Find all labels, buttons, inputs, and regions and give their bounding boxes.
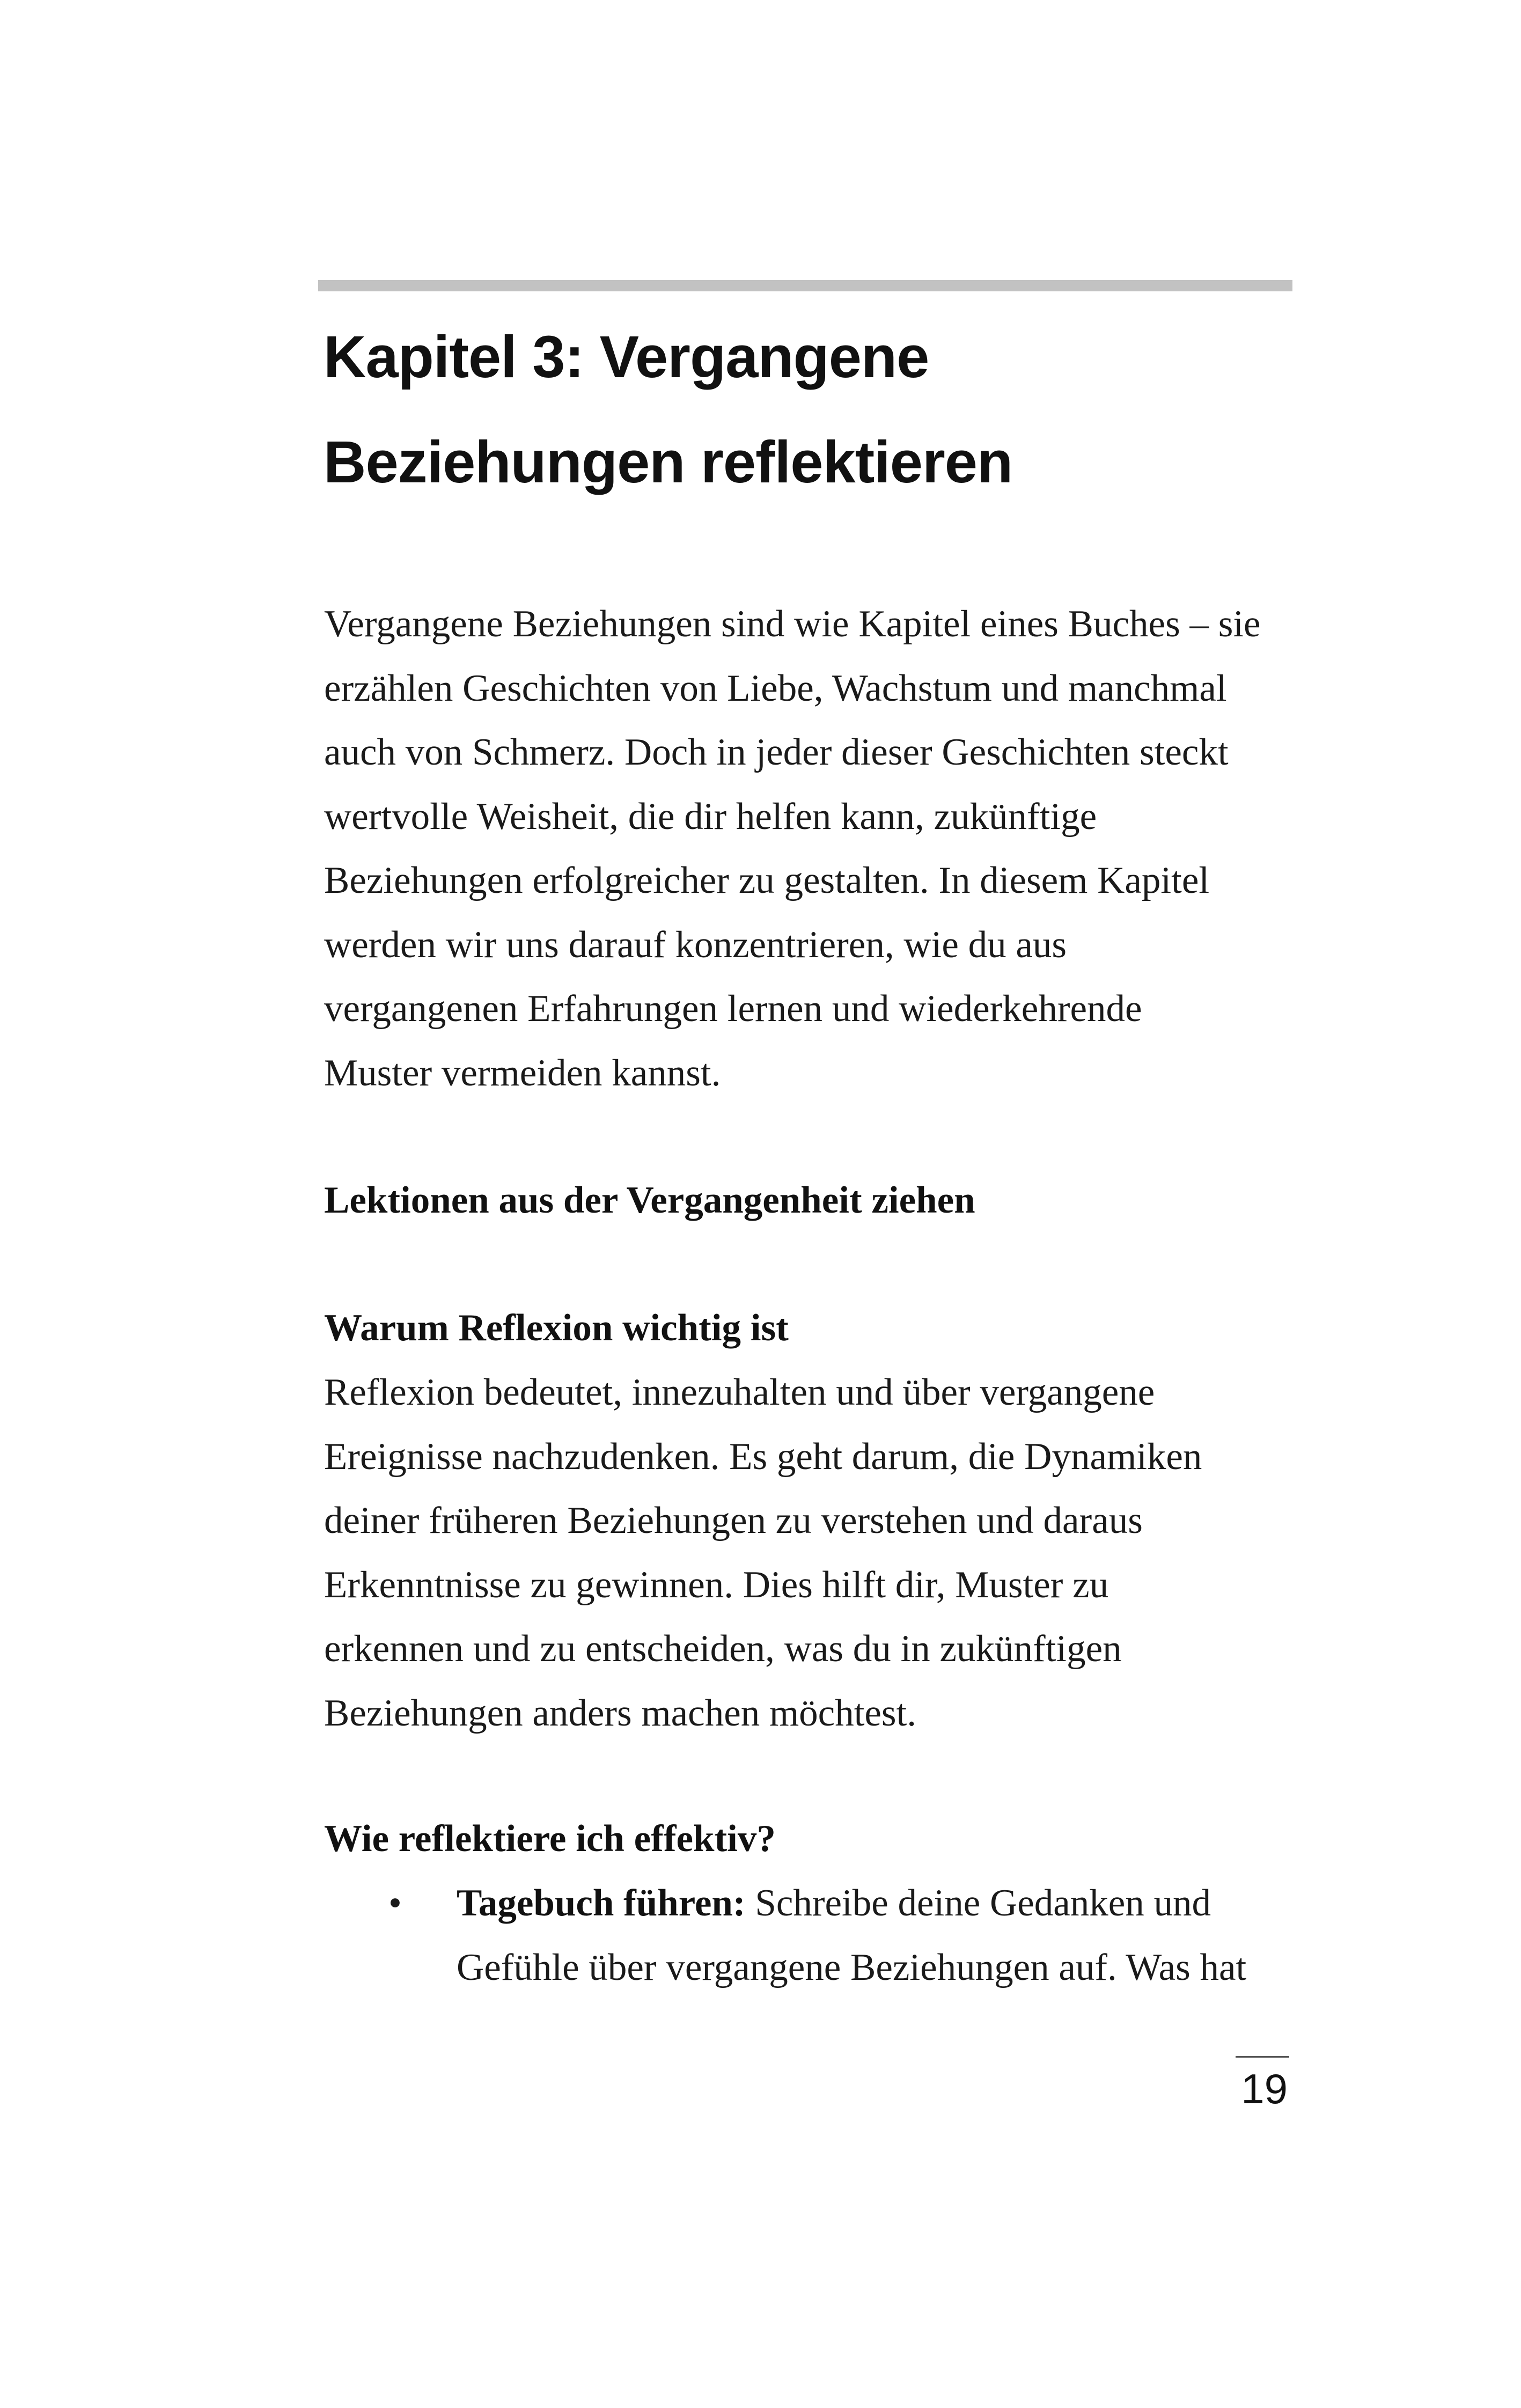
intro-line: Muster vermeiden kannst. [324, 1052, 721, 1094]
why-paragraph [324, 1361, 1290, 1745]
bullet-icon: • [388, 1882, 402, 1924]
intro-line: Vergangene Beziehungen sind wie Kapitel eines Buches – sie [324, 603, 1261, 645]
why-line: erkennen und zu entscheiden, was du in zukünftigen [324, 1628, 1122, 1670]
page-number: 19 [1241, 2065, 1288, 2112]
list-item-first-line [457, 1871, 1290, 1936]
reflection-methods-list [324, 1871, 1290, 2000]
intro-line: werden wir uns darauf konzentrieren, wie du aus [324, 923, 1067, 966]
why-line: Beziehungen anders machen möchtest. [324, 1692, 917, 1734]
chapter-title [324, 305, 1289, 515]
subsection-heading-how: Wie reflektiere ich effektiv? [324, 1818, 776, 1860]
why-line: Ereignisse nachzudenken. Es geht darum, die Dynamiken [324, 1435, 1202, 1478]
why-line: Reflexion bedeutet, innezuhalten und über vergangene [324, 1371, 1155, 1413]
why-line: deiner früheren Beziehungen zu verstehen und daraus [324, 1500, 1143, 1541]
why-line: Erkenntnisse zu gewinnen. Dies hilft dir, Muster zu [324, 1563, 1109, 1606]
chapter-top-rule [318, 280, 1292, 291]
intro-paragraph [324, 592, 1290, 1105]
subsection-heading-why: Warum Reflexion wichtig ist [324, 1307, 789, 1349]
list-item-continuation: Gefühle über vergangene Beziehungen auf. Was hat [457, 1946, 1247, 1988]
chapter-title-line: Beziehungen reflektieren [324, 429, 1013, 495]
chapter-title-line: Kapitel 3: Vergangene [324, 324, 929, 390]
footer-rule [1236, 2056, 1289, 2058]
intro-line: auch von Schmerz. Doch in jeder dieser Geschichten steckt [324, 731, 1229, 773]
list-item-term: Tagebuch führen: [457, 1882, 746, 1924]
intro-line: vergangenen Erfahrungen lernen und wiederkehrende [324, 988, 1142, 1030]
list-item-content [457, 1871, 1290, 2000]
list-item-text: Schreibe deine Gedanken und [745, 1882, 1211, 1924]
list-item [324, 1871, 1290, 2000]
intro-line: Beziehungen erfolgreicher zu gestalten. In diesem Kapitel [324, 860, 1210, 901]
section-heading: Lektionen aus der Vergangenheit ziehen [324, 1179, 975, 1221]
intro-line: wertvolle Weisheit, die dir helfen kann, zukünftige [324, 795, 1097, 838]
intro-line: erzählen Geschichten von Liebe, Wachstum und manchmal [324, 667, 1227, 709]
